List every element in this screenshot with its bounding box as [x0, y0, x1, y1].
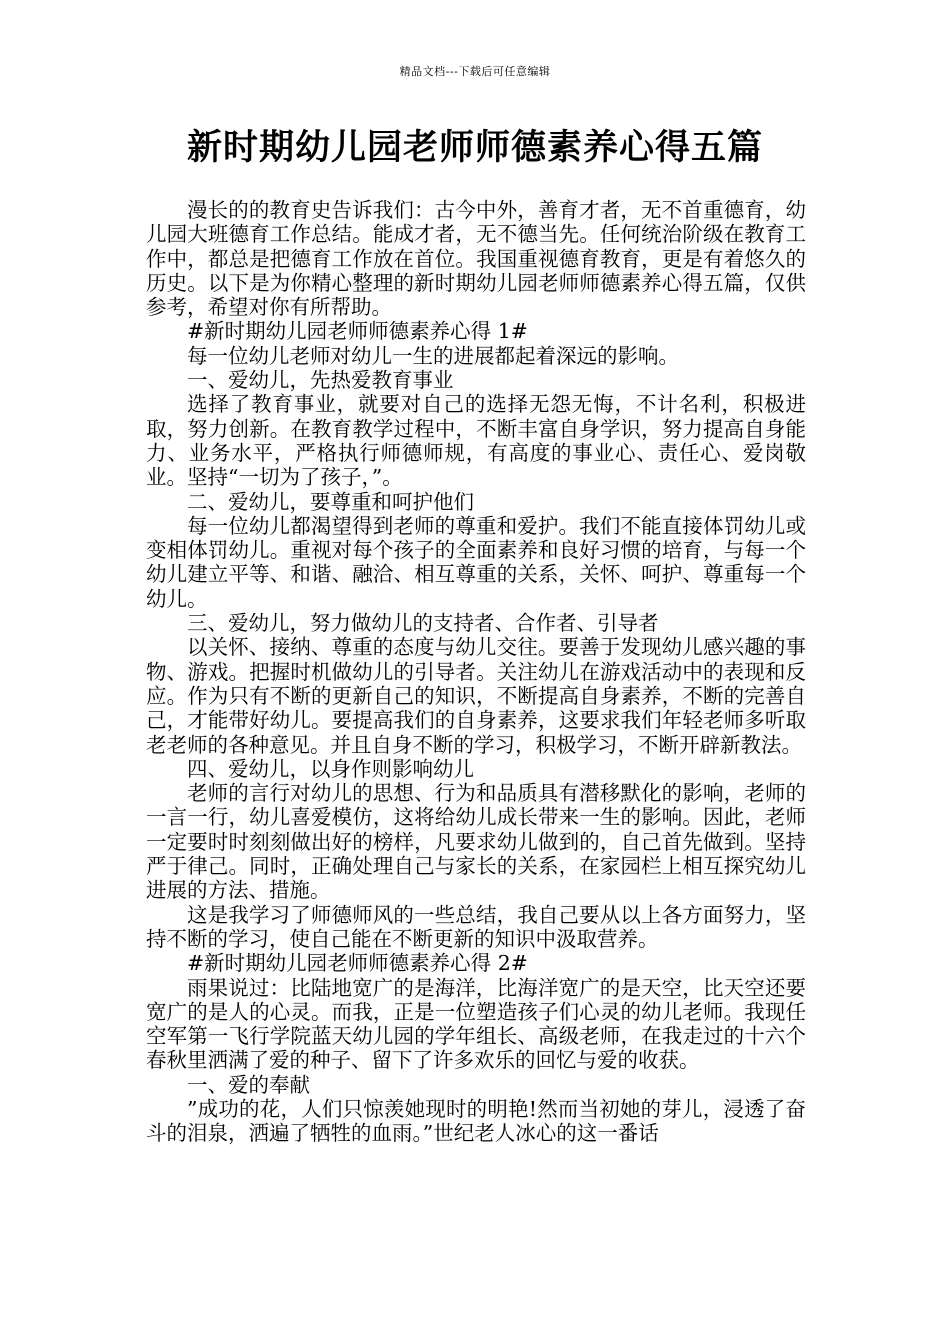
- subheading: 一、爱的奉献: [187, 1072, 310, 1097]
- paragraph: 选择了教育事业，就要对自己的选择无怨无悔，不计名利，积极进取，努力创新。在教育教学过程中，不断丰富自身学识，努力提高自身能力、业务水平，严格执行师德师规，有高度的事业心、责任心、爱岗敬业。坚持“一切为了孩子，”。: [146, 392, 806, 490]
- intro-paragraph: 漫长的的教育史告诉我们：古今中外，善育才者，无不首重德育，幼儿园大班德育工作总结。能成才者，无不德当先。任何统治阶级在教育工作中，都总是把德育工作放在首位。我国重视德育教育，更是有着悠久的历史。以下是为你精心整理的新时期幼儿园老师师德素养心得五篇，仅供参考，希望对你有所帮助。: [146, 198, 806, 320]
- page-header: 精品文档---下载后可任意编辑: [399, 65, 551, 78]
- section-heading-2: #新时期幼儿园老师师德素养心得 2#: [187, 951, 528, 976]
- document-title: 新时期幼儿园老师师德素养心得五篇: [186, 128, 763, 168]
- paragraph: 老师的言行对幼儿的思想、行为和品质具有潜移默化的影响，老师的一言一行，幼儿喜爱模仿，这将给幼儿成长带来一生的影响。因此，老师一定要时时刻刻做出好的榜样，凡要求幼儿做到的，自己首先做到。坚持严于律己。同时，正确处理自己与家长的关系，在家园栏上相互探究幼儿进展的方法、措施。: [146, 781, 806, 903]
- paragraph: 以关怀、接纳、尊重的态度与幼儿交往。要善于发现幼儿感兴趣的事物、游戏。把握时机做幼儿的引导者。关注幼儿在游戏活动中的表现和反应。作为只有不断的更新自己的知识，不断提高自身素养，不断的完善自己，才能带好幼儿。要提高我们的自身素养，这要求我们年轻老师多听取老老师的各种意见。并且自身不断的学习，积极学习，不断开辟新教法。: [146, 635, 806, 757]
- subheading: 一、爱幼儿，先热爱教育事业: [187, 368, 454, 393]
- paragraph: 雨果说过：比陆地宽广的是海洋，比海洋宽广的是天空，比天空还要宽广的是人的心灵。而我，正是一位塑造孩子们心灵的幼儿老师。我现任空军第一飞行学院蓝天幼儿园的学年组长、高级老师，在我走过的十六个春秋里洒满了爱的种子、留下了许多欢乐的回忆与爱的收获。: [146, 975, 806, 1073]
- paragraph: 每一位幼儿老师对幼儿一生的进展都起着深远的影响。: [187, 343, 679, 368]
- paragraph: 每一位幼儿都渴望得到老师的尊重和爱护。我们不能直接体罚幼儿或变相体罚幼儿。重视对每个孩子的全面素养和良好习惯的培育，与每一个幼儿建立平等、和谐、融洽、相互尊重的关系，关怀、呵护、尊重每一个幼儿。: [146, 513, 806, 611]
- subheading: 三、爱幼儿，努力做幼儿的支持者、合作者、引导者: [187, 611, 659, 636]
- section-heading-1: #新时期幼儿园老师师德素养心得 1#: [187, 319, 528, 344]
- document-body: [146, 198, 806, 1146]
- paragraph: 这是我学习了师德师风的一些总结，我自己要从以上各方面努力，坚持不断的学习，使自己能在不断更新的知识中汲取营养。: [146, 902, 806, 951]
- subheading: 二、爱幼儿，要尊重和呵护他们: [187, 489, 474, 514]
- paragraph: ”成功的花，人们只惊羡她现时的明艳!然而当初她的芽儿，浸透了奋斗的泪泉，洒遍了牺牲的血雨。”世纪老人冰心的这一番话: [146, 1096, 806, 1146]
- subheading: 四、爱幼儿，以身作则影响幼儿: [187, 756, 474, 781]
